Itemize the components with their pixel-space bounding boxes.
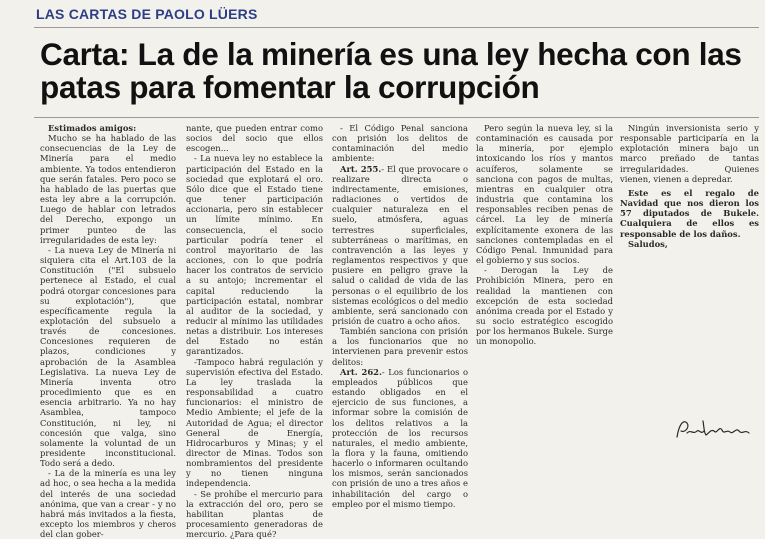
article-paragraph — [332, 164, 468, 327]
paragraph: Ningún inversionista serio y responsable participaría en la explotación minera bajo un marco preñado de tantas irregularidades. Quienes vienen, vienen a depredar. — [620, 123, 759, 184]
paragraph: - El Código Penal sanciona con prisión los delitos de contaminación del medio ambiente: — [332, 123, 468, 164]
article-text: - Los funcionarios o empleados públicos que estando obligados en el ejercicio de sus funciones, a informar sobre la comisión de los delitos relativos a la protección de los recursos naturales, el medio ambiente, la flora y la fauna, omitiendo hacerlo o informaren ocultando los mismos, serán sancionados con prisión de uno a tres años e inhabilitación del cargo o empleo por el mismo tiempo. — [332, 366, 468, 509]
paragraph: nante, que pueden entrar como socios del socio que ellos escogen... — [186, 123, 323, 154]
article-paragraph — [332, 367, 468, 509]
paragraph: - La nueva Ley de Minería ni siquiera cita el Art.103 de la Constitución ("El subsuelo pertenece al Estado, el cual podrá otorgar concesiones para su explotación"), que específicamente regula la explotación del subsuelo a través de concesiones. Concesiones requieren de plazos, condiciones y aprobación de la Asamblea Legislativa. La nueva Ley de Minería inventa otro procedimiento que es en esencia arbitrario. Ya no hay Asamblea, tampoco Constitución, ni ley, ni concesión que valga, sino solamente la voluntad de un presidente inconstitucional. Todo será a dedo. — [40, 244, 176, 469]
paragraph: -Tampoco habrá regulación y supervisión efectiva del Estado. La ley traslada la responsabilidad a cuatro funcionarios: el ministro de Medio Ambiente; el jefe de la Autoridad de Agua; el director General de Energía, Hidrocarburos y Minas; y el director de Minas. Todos son nombramientos del presidente y no tienen ninguna independencia. — [186, 356, 323, 489]
column-3 — [332, 123, 468, 509]
greeting: Estimados amigos: — [48, 123, 137, 133]
paragraph: - La de la minería es una ley ad hoc, o sea hecha a la medida del interés de una sociedad anónima, que van a crear - y no habrá más invitados a la fiesta, excepto los miembros y cheros del clan gober- — [40, 468, 176, 539]
column-1 — [40, 123, 176, 539]
paragraph: - Derogan la Ley de Prohibición Minera, pero en realidad la mantienen con excepción de esta sociedad anónima creada por el Estado y su socio estratégico escogido por los hermanos Bukele. Surge un monopolio. — [476, 265, 613, 347]
paragraph: También sanciona con prisión a los funcionarios que no intervienen para prevenir estos delitos: — [332, 326, 468, 367]
top-divider — [34, 27, 759, 28]
column-2 — [186, 123, 323, 539]
paragraph: Pero según la nueva ley, si la contaminación es causada por la minería, por ejemplo intoxicando los ríos y mantos acuíferos, solamente se sanciona con pagos de multas, mientras en cualquier otra industria que contamina los responsables reciben penas de cárcel. La ley de minería explícitamente exonera de las sanciones contempladas en el Código Penal. Inmunidad para el gobierno y sus socios. — [476, 123, 613, 266]
closing-statement: Este es el regalo de Navidad que nos dieron los 57 diputados de Bukele. Cualquiera de ellos es responsable de los daños. — [620, 187, 759, 239]
headline-divider — [34, 117, 759, 118]
paragraph: - La nueva ley no establece la participación del Estado en la sociedad que explotará el oro. Sólo dice que el Estado tiene que tener participación accionaria, pero sin establecer un límite mínimo. En consecuencia, el socio particular podría tener el control mayoritario de las acciones, con lo que podría hacer los contratos de servicio a su antojo; incrementar el capital reduciendo la participación estatal, nombrar al auditor de la sociedad, y reducir al mínimo las utilidades netas a distribuir. Los intereses del Estado no están garantizados. — [186, 153, 323, 357]
paragraph: - Se prohíbe el mercurio para la extracción del oro, pero se habilitan plantas de procesamiento generadoras de mercurio. ¿Para qué? — [186, 488, 323, 539]
closing-block — [620, 188, 759, 239]
headline: Carta: La de la minería es una ley hecha con las patas para fomentar la corrupción — [40, 36, 742, 105]
paragraph: Mucho se ha hablado de las consecuencias de la Ley de Minería para el medio ambiente. Ya todos entendieron que serán fatales. Pero poco se ha hablado de las puertas que esta ley abre a la corrupción. Luego de hablar con letrados del Derecho, expongo un primer punteo de las irregularidades de esta ley: — [40, 133, 176, 245]
article-label: Art. 262. — [340, 366, 382, 377]
article-label: Art. 255. — [340, 163, 382, 174]
column-4 — [476, 123, 613, 453]
signature — [673, 413, 753, 445]
signoff: Saludos, — [628, 238, 668, 249]
column-5 — [620, 123, 759, 453]
article-text: - El que provocare o realizare directa o indirectamente, emisiones, radiaciones o vertidos de cualquier naturaleza en el suelo, atmósfera, aguas terrestres superficiales, subterráneas o marítimas, en contravención a las leyes y reglamentos respectivos y que pusiere en peligro grave la salud o calidad de vida de las personas o el equilibrio de los sistemas ecológicos o del medio ambiente, será sancionado con prisión de cuatro a ocho años. — [332, 163, 468, 326]
section-label: LAS CARTAS DE PAOLO LÜERS — [36, 6, 258, 22]
